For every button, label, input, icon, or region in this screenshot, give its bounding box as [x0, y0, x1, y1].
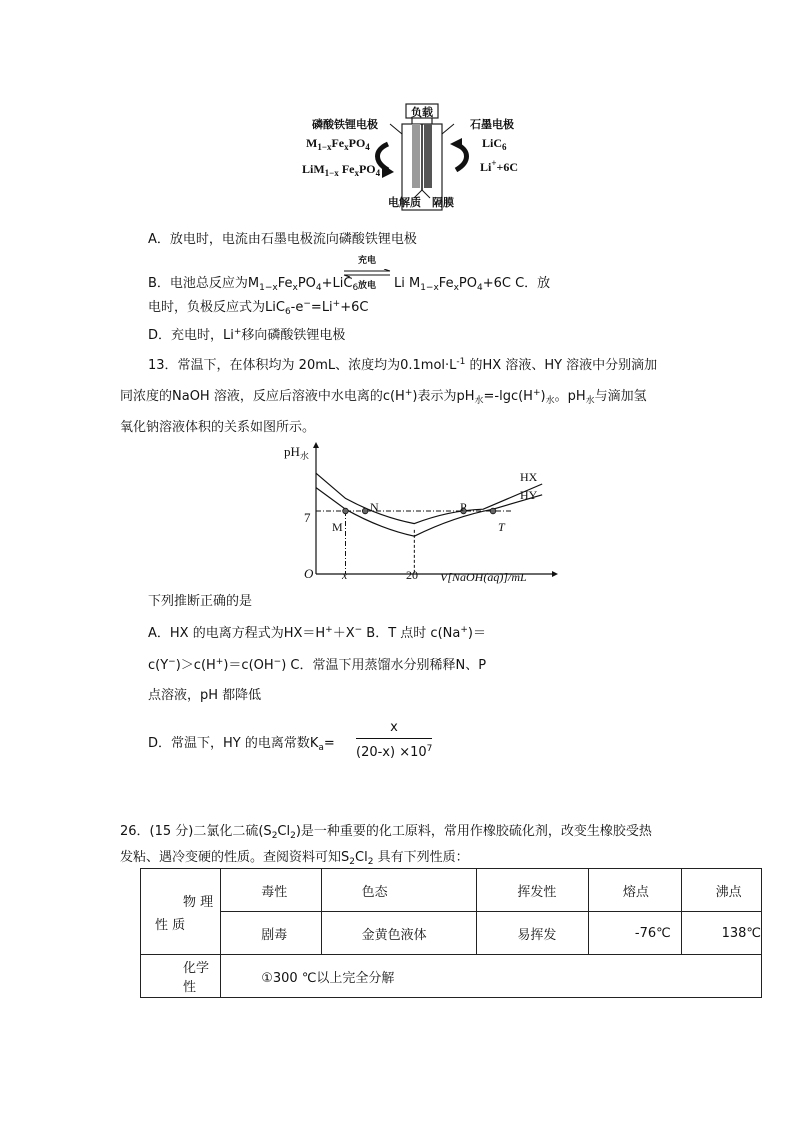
- q13-option-a: A．HX 的电离方程式为HX＝H+＋X− B．T 点时 c(Na+)＝: [148, 625, 486, 641]
- point-label-m: M: [332, 520, 343, 534]
- battery-diagram: [296, 100, 536, 212]
- table-row: [141, 955, 762, 998]
- left-bottom-formula: LiM$_{1-x}$ $Fe_xPO_4$: [302, 162, 381, 178]
- table-cell-chem-value: ①300 ℃以上完全分解: [221, 955, 762, 998]
- q12-option-a: A．放电时，电流由石墨电极流向磷酸铁锂电极: [148, 232, 417, 247]
- q13-line2: 同浓度的NaOH 溶液，反应后溶液中水电离的c(H+)表示为$pH_水=-\lg c(H^+)_水$。$pH_水$与滴加氢: [120, 388, 647, 406]
- fraction-numerator: x: [390, 720, 398, 735]
- ph-chart: [276, 440, 566, 588]
- ph-chart-svg: [276, 440, 566, 588]
- chart-xtick-20: 20: [406, 568, 418, 582]
- table-header-cell: 毒性: [221, 869, 321, 912]
- table-header-cell: 沸点: [681, 869, 761, 912]
- right-electrode-label: 石墨电极: [470, 118, 514, 131]
- membrane-label: 隔膜: [432, 196, 454, 209]
- point-label-t: T: [498, 520, 505, 534]
- table-row: [141, 912, 762, 955]
- electrolyte-label: 电解质: [388, 196, 421, 209]
- series-line-hy: [316, 488, 542, 537]
- left-electrode-label: 磷酸铁锂电极: [312, 118, 378, 131]
- q13-option-c: 点溶液，pH 都降低: [148, 688, 262, 703]
- point-n: [362, 508, 368, 514]
- q12-option-b: B．电池总反应为$M_{1-x}Fe_xPO_4+LiC_6$: [148, 276, 359, 293]
- table-cell: 138℃: [681, 912, 761, 955]
- q26-line1: 26．(15 分)二氯化二硫$(S_2Cl_2)$是一种重要的化工原料，常用作橡胶硫化剂，改变生橡胶受热: [120, 824, 652, 841]
- arrow-label-discharge: 放电: [357, 281, 376, 291]
- table-header-cell: 熔点: [588, 869, 681, 912]
- q13-option-b: c(Y−)＞c(H+)＝c(OH−) C．常温下用蒸馏水分别稀释N、P: [148, 657, 487, 673]
- point-label-n: N: [370, 500, 379, 514]
- equilibrium-arrow-icon: [342, 269, 392, 277]
- table-row: [141, 869, 762, 912]
- q12-option-c: 电时，负极反应式为LiC$_6$-e−=Li++6C: [148, 299, 369, 317]
- series-label-hy: HY: [520, 488, 538, 502]
- series-line-hx: [316, 473, 542, 523]
- point-t: [490, 508, 496, 514]
- q12-option-d: D．充电时，Li+移向磷酸铁锂电极: [148, 327, 346, 343]
- electrode-left: [412, 124, 420, 188]
- table-header-cell: 挥发性: [477, 869, 588, 912]
- x-axis-arrow: [552, 571, 558, 577]
- q13-line1: 13．常温下，在体积均为 20mL、浓度均为$0.1mol\cdot L^{-1}$ 的HX 溶液、HY 溶液中分别滴加: [148, 357, 658, 373]
- phys-label-2: 性 质: [155, 917, 186, 933]
- q26-line2: 发粘、遇冷变硬的性质。查阅资料可知$S_2Cl_2$ 具有下列性质：: [120, 850, 469, 867]
- table-cell-physical: [141, 869, 221, 955]
- q12-option-b-right: Li $M_{1-x}Fe_xPO_4+6C$ C．放: [394, 276, 551, 293]
- fraction-bar: [356, 738, 432, 739]
- phys-label-1: 物 理: [183, 894, 214, 910]
- chart-ytick-7: 7: [304, 510, 311, 525]
- q13-option-d: D．常温下，HY 的电离常数$K_a=$: [148, 736, 335, 753]
- properties-table: [140, 868, 762, 998]
- q13-line3: 氧化钠溶液体积的关系如图所示。: [120, 420, 316, 435]
- chart-xtick-x: x: [342, 568, 348, 582]
- series-label-hx: HX: [520, 470, 538, 484]
- table-cell: -76℃: [588, 912, 681, 955]
- left-top-formula: $M_{1-x}Fe_xPO_4$: [306, 136, 370, 152]
- chart-xlabel: V[NaOH(aq)]/mL: [440, 570, 527, 584]
- point-m: [343, 508, 349, 514]
- right-bottom-formula: Li++6C: [480, 158, 518, 174]
- load-label: 负载: [411, 106, 433, 119]
- arrow-label-charge: 充电: [357, 256, 376, 266]
- ka-fraction: [356, 720, 432, 761]
- q13-judge: 下列推断正确的是: [148, 594, 253, 609]
- electrode-right: [424, 124, 432, 188]
- y-axis-arrow: [313, 442, 319, 448]
- right-top-formula: LiC$_6$: [482, 136, 507, 152]
- table-cell: 金黄色液体: [321, 912, 477, 955]
- table-cell-chem-label: 化学性: [141, 955, 221, 998]
- table-cell: 剧毒: [221, 912, 321, 955]
- fraction-denominator: $(20-x) \times 10^7$: [356, 744, 433, 760]
- table-cell: 易挥发: [477, 912, 588, 955]
- chart-ylabel: $pH_水$: [284, 444, 309, 461]
- reaction-arrow: [342, 256, 392, 291]
- point-label-p: P: [460, 500, 467, 514]
- table-header-cell: 色态: [321, 869, 477, 912]
- chart-origin: O: [304, 566, 314, 581]
